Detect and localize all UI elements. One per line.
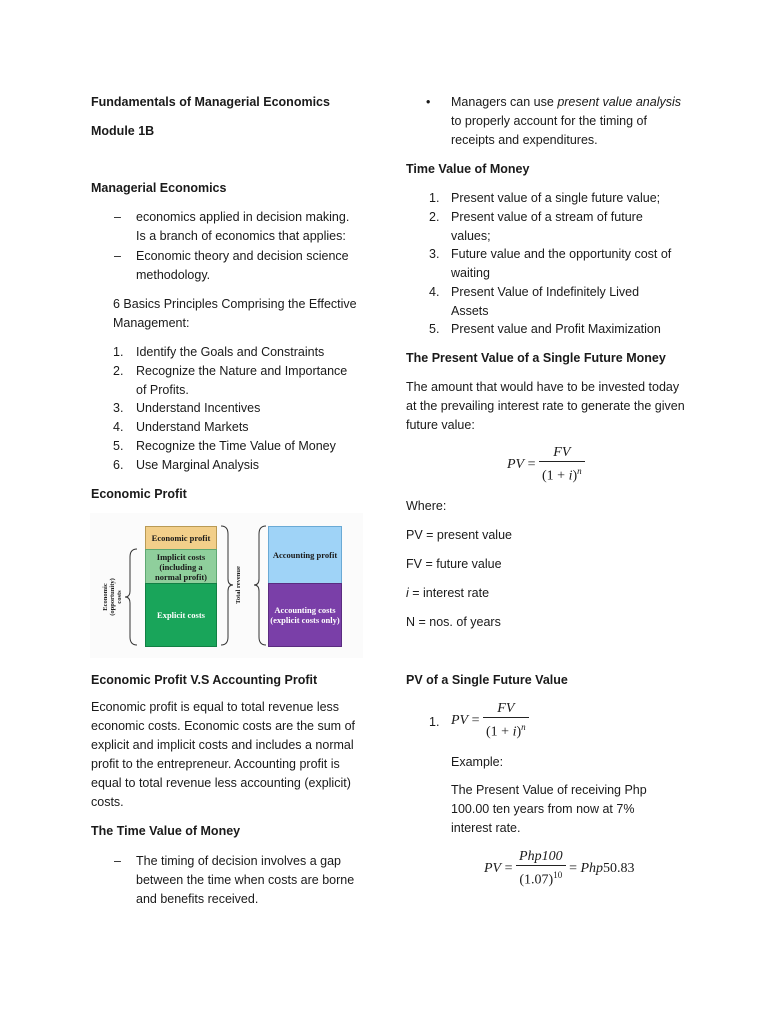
principle-item: Understand Incentives xyxy=(136,401,261,415)
definition-pv: PV = present value xyxy=(406,528,512,542)
list-number: 5. xyxy=(429,322,440,336)
principle-item: Recognize the Time Value of Money xyxy=(136,439,336,453)
dash-marker: – xyxy=(114,854,121,868)
pv-single-future-heading: PV of a Single Future Value xyxy=(406,673,568,687)
bullet-marker: • xyxy=(426,95,431,109)
pv-formula-2: PV = $\frac{FV}{(1 + i)^n}$ xyxy=(451,700,529,742)
dash-marker: – xyxy=(114,210,121,224)
managerial-economics-heading: Managerial Economics xyxy=(91,181,227,195)
accounting-profit-box: Accounting profit xyxy=(268,526,342,584)
list-number: 4. xyxy=(113,420,124,434)
definition-fv: FV = future value xyxy=(406,557,502,571)
me-item-2: Economic theory and decision science methodology. xyxy=(136,249,349,282)
principle-item: Identify the Goals and Constraints xyxy=(136,345,325,359)
list-number: 2. xyxy=(113,364,124,378)
tvm-list-item: Present value of a stream of future values; xyxy=(451,210,643,243)
pv-definition: The amount that would have to be invested today at the prevailing interest rate to generate the given future value: xyxy=(406,380,685,432)
economic-vs-accounting-profit-diagram xyxy=(90,513,363,658)
tvm-heading-left: The Time Value of Money xyxy=(91,824,241,838)
list-number: 1. xyxy=(113,345,124,359)
list-number: 3. xyxy=(429,247,440,261)
accounting-costs-box: Accounting costs (explicit costs only) xyxy=(268,583,342,647)
principle-item: Recognize the Nature and Importance of Profits. xyxy=(136,364,348,397)
tvm-heading-right: Time Value of Money xyxy=(406,162,530,176)
principle-item: Use Marginal Analysis xyxy=(136,458,259,472)
example-label: Example: xyxy=(451,755,504,769)
list-number: 5. xyxy=(113,439,124,453)
list-number: 6. xyxy=(113,458,124,472)
economic-profit-heading: Economic Profit xyxy=(91,487,187,501)
list-number: 4. xyxy=(429,285,440,299)
tvm-item: The timing of decision involves a gap between the time when costs are borne and benefits received. xyxy=(136,854,355,906)
module-label: Module 1B xyxy=(91,124,155,138)
tvm-list-item: Present Value of Indefinitely Lived Assets xyxy=(451,285,640,318)
pv-single-money-heading: The Present Value of a Single Future Money xyxy=(406,351,666,365)
implicit-costs-box: Implicit costs (including a normal profit) xyxy=(145,549,217,584)
explicit-costs-box: Explicit costs xyxy=(145,583,217,647)
tvm-list-item: Present value and Profit Maximization xyxy=(451,322,661,336)
definition-n: N = nos. of years xyxy=(406,615,501,629)
vs-heading: Economic Profit V.S Accounting Profit xyxy=(91,673,318,687)
principle-item: Understand Markets xyxy=(136,420,249,434)
vs-paragraph: Economic profit is equal to total revenue less economic costs. Economic costs are the sum of explicit and implicit costs and includes a normal profit to the entrepreneur. Accounting profit is equal to total revenue less accounting (explicit) costs. xyxy=(91,700,355,809)
definition-i: i = interest rate xyxy=(406,586,490,600)
example-text: The Present Value of receiving Php 100.00 ten years from now at 7% interest rate. xyxy=(451,783,647,835)
tvm-list-item: Future value and the opportunity cost of waiting xyxy=(451,247,672,280)
list-number: 2. xyxy=(429,210,440,224)
me-item-1: economics applied in decision making. Is a branch of economics that applies: xyxy=(136,210,350,243)
total-revenue-label: Total revenue xyxy=(234,566,242,604)
tvm-list-item: Present value of a single future value; xyxy=(451,191,661,205)
economic-profit-box: Economic profit xyxy=(145,526,217,550)
list-number: 1. xyxy=(429,715,440,729)
economic-costs-label: Economic (opportunity) costs xyxy=(101,578,123,616)
principles-heading: 6 Basics Principles Comprising the Effective Management: xyxy=(113,297,357,330)
list-number: 1. xyxy=(429,191,440,205)
document-title: Fundamentals of Managerial Economics xyxy=(91,95,330,109)
dash-marker: – xyxy=(114,249,121,263)
list-number: 3. xyxy=(113,401,124,415)
present-value-bullet: Managers can use present value analysis to properly account for the timing of receipts and expenditures. xyxy=(451,95,681,147)
pv-formula: PV = $\frac{FV}{(1 + i)^n}$ xyxy=(507,444,585,486)
where-label: Where: xyxy=(406,499,447,513)
example-formula: PV = $\frac{\text{Php100}}{(1.07)^{10}}$ = Php50.83 xyxy=(484,849,635,888)
